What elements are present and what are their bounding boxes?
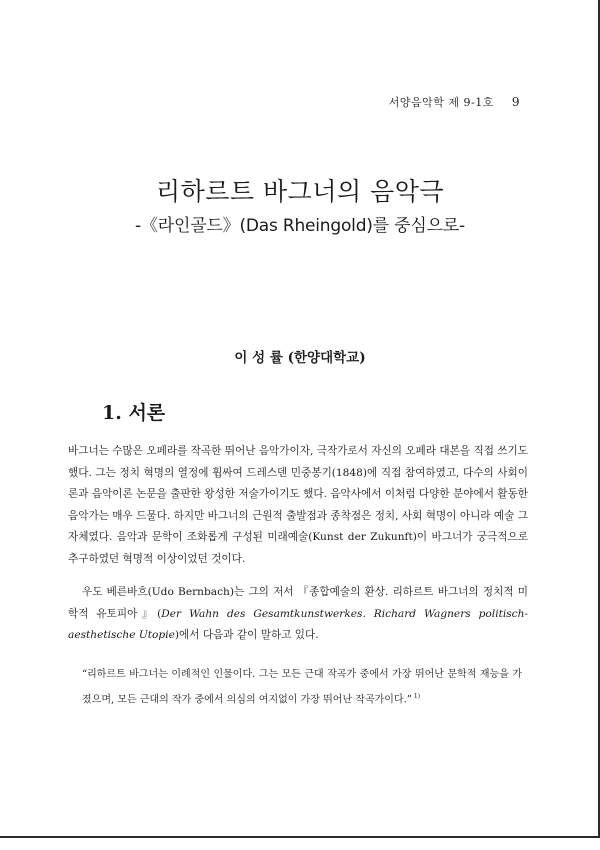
- book-title-italic: Der Wahn des Gesamtkunstwerkes. Richard Wagners politisch-aesthetische Utopie: [68, 607, 529, 641]
- body-paragraph-1: 바그너는 수많은 오페라를 작곡한 뛰어난 음악가이자, 극작가로서 자신의 오페라 대본을 직접 쓰기도 했다. 그는 정치 혁명의 열정에 휩싸여 드레스덴 민중봉기(1848)에 직접 참여하였고, 다수의 사회이론과 음악이론 논문을 출판한 왕성한 저술가이기도 했다. 음악사에서 이처럼 다양한 분야에서 활동한 음악가는 매우 드물다. 하지만 바그너의 근원적 출발점과 종착점은 정치, 사회 혁명이 아니라 예술 그 자체였다. 음악과 문학이 조화롭게 구성된 미래예술(Kunst der Zukunft)이 바그너가 궁극적으로 추구하였던 혁명적 이상이었던 것이다.: [68, 445, 528, 565]
- journal-name: 서양음악학 제 9-1호: [388, 96, 494, 109]
- paper-subtitle: -《라인골드》(Das Rheingold)를 중심으로-: [135, 216, 465, 236]
- page-number: 9: [511, 95, 520, 109]
- quote-text: “리하르트 바그너는 이례적인 인물이다. 그는 모든 근대 작곡가 중에서 가장 뛰어난 문학적 재능을 가졌으며, 모든 근대의 작가 중에서 의심의 여지없이 가장 뛰어난 작곡가이다.”: [82, 669, 522, 705]
- footnote-marker[interactable]: 1): [413, 692, 421, 700]
- author-line: 이 성 률 (한양대학교): [234, 350, 366, 366]
- section-heading: 1. 서론: [102, 402, 166, 424]
- paragraph-2-text: 우도 베른바흐(Udo Bernbach)는 그의 저서 『종합예술의 환상. 리하르트 바그너의 정치적 미학적 유토피아』(: [68, 586, 528, 620]
- running-head: [389, 94, 520, 110]
- paper-title: 리하르트 바그너의 음악극: [155, 177, 445, 206]
- paragraph-2-text-end: )에서 다음과 같이 말하고 있다.: [174, 629, 319, 641]
- body-paragraph-2: [68, 582, 528, 647]
- block-quote: [82, 664, 522, 710]
